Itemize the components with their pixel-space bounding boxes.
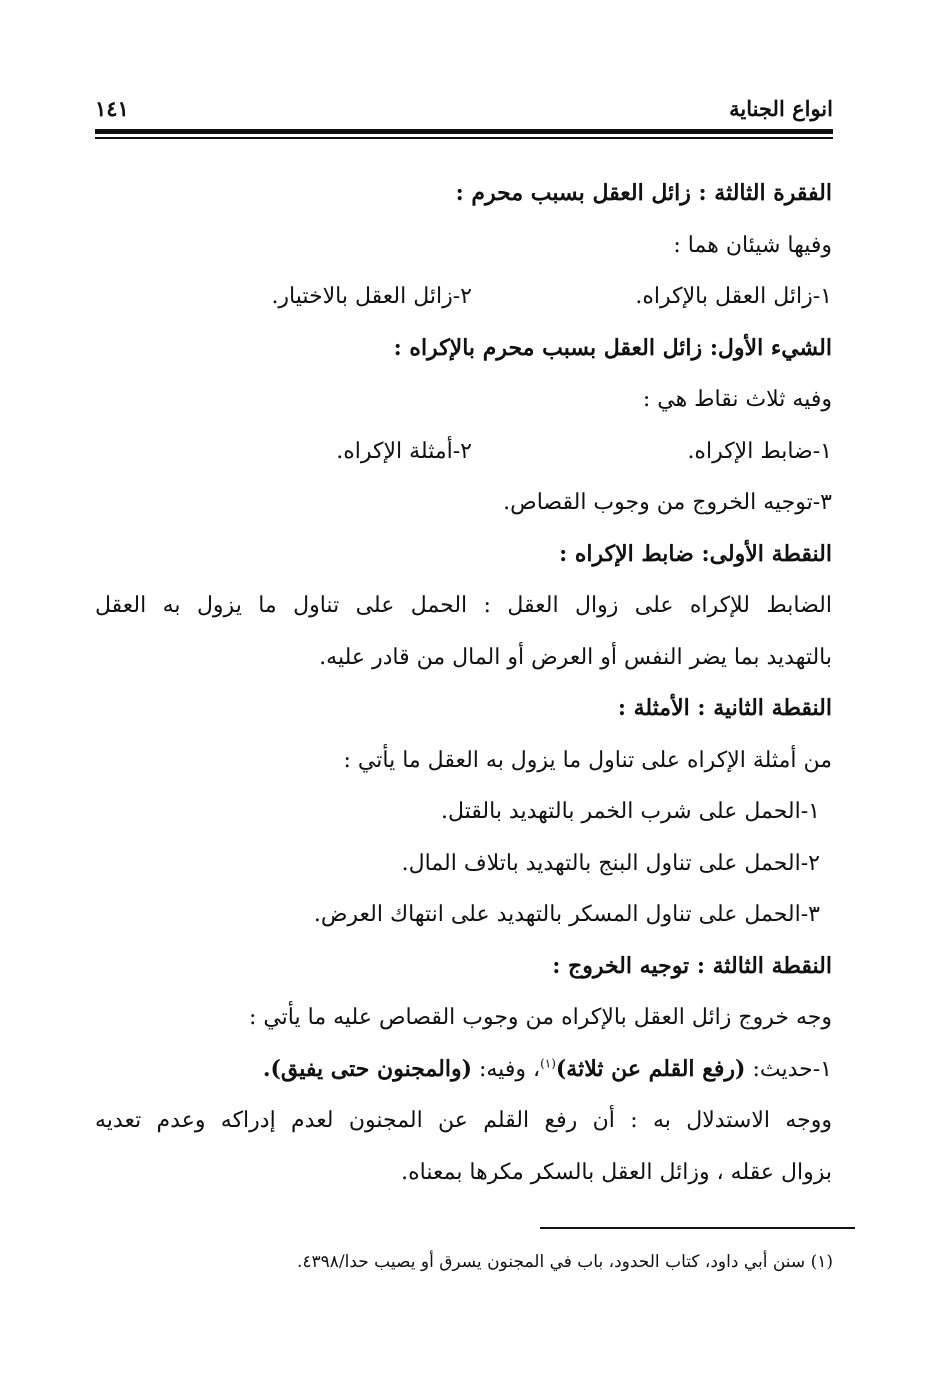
point-heading: النقطة الثانية : الأمثلة : xyxy=(617,695,832,721)
hadith-connector: ، وفيه: xyxy=(471,1056,541,1082)
page-header xyxy=(95,96,833,126)
header-rule-thick xyxy=(95,129,833,134)
subsection-heading: الشيء الأول: زائل العقل بسبب محرم بالإكراه : xyxy=(393,334,832,361)
list-row xyxy=(95,271,832,323)
page-number: ١٤١ xyxy=(95,96,129,121)
list-row xyxy=(95,426,832,478)
running-title: انواع الجناية xyxy=(729,96,833,121)
section-heading: الفقرة الثالثة : زائل العقل بسبب محرم : xyxy=(455,180,832,206)
paragraph-line: من أمثلة الإكراه على تناول ما يزول به العقل ما يأتي : xyxy=(343,747,832,773)
hadith-quote: (والمجنون حتى يفيق). xyxy=(262,1055,472,1082)
paragraph-line: بالتهديد بما يضر النفس أو العرض أو المال من قادر عليه. xyxy=(319,644,832,670)
hadith-quote: (رفع القلم عن ثلاثة) xyxy=(555,1055,746,1082)
list-item: ١-زائل العقل بالإكراه. xyxy=(635,284,832,309)
list-item: ٣-توجيه الخروج من وجوب القصاص. xyxy=(503,490,832,515)
paragraph-line: وفيها شيئان هما : xyxy=(673,232,832,258)
list-item: ٣-الحمل على تناول المسكر بالتهديد على انتهاك العرض. xyxy=(313,902,820,927)
hadith-prefix: ١-حديث: xyxy=(745,1056,832,1082)
paragraph-line: الضابط للإكراه على زوال العقل : الحمل على تناول ما يزول به العقل xyxy=(95,593,832,618)
body-text xyxy=(95,168,832,1198)
footnote: (١) سنن أبي داود، كتاب الحدود، باب في المجنون يسرق أو يصيب حدا/٤٣٩٨. xyxy=(296,1252,833,1272)
list-item: ٢-أمثلة الإكراه. xyxy=(336,438,472,464)
footnote-rule xyxy=(540,1227,855,1229)
list-item: ٢-الحمل على تناول البنج بالتهديد باتلاف المال. xyxy=(401,850,820,876)
footnote-ref[interactable]: (١) xyxy=(540,1056,556,1071)
list-item: ٢-زائل العقل بالاختيار. xyxy=(271,284,472,309)
paragraph-line: وجه خروج زائل العقل بالإكراه من وجوب القصاص عليه ما يأتي : xyxy=(248,1005,832,1030)
hadith-line xyxy=(95,1044,832,1096)
point-heading: النقطة الأولى: ضابط الإكراه : xyxy=(559,540,832,567)
point-heading: النقطة الثالثة : توجيه الخروج : xyxy=(552,952,832,979)
paragraph-line: بزوال عقله ، وزائل العقل بالسكر مكرها بمعناه. xyxy=(401,1159,832,1185)
list-item: ١-ضابط الإكراه. xyxy=(687,438,832,464)
paragraph-line: ووجه الاستدلال به : أن رفع القلم عن المجنون لعدم إدراكه وعدم تعديه xyxy=(95,1108,832,1133)
header-rule-thin xyxy=(95,137,833,139)
list-item: ١-الحمل على شرب الخمر بالتهديد بالقتل. xyxy=(440,799,820,824)
paragraph-line: وفيه ثلاث نقاط هي : xyxy=(642,387,832,412)
